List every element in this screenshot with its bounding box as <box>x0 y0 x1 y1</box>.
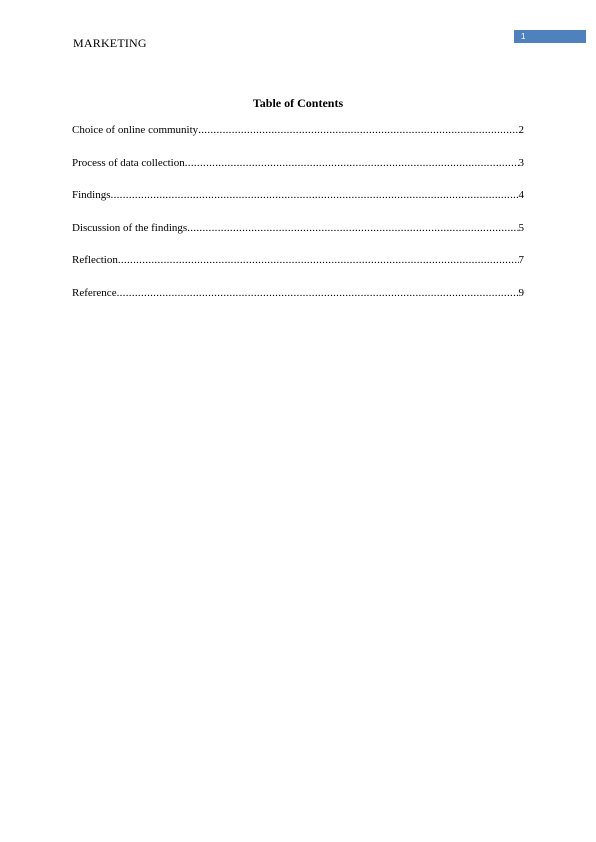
toc-entry-page: 9 <box>518 286 524 299</box>
toc-entry-reference[interactable] <box>72 287 524 320</box>
toc-dot-leader <box>185 157 519 169</box>
toc-entry-reflection[interactable] <box>72 254 524 287</box>
toc-entry-page: 2 <box>518 124 524 136</box>
toc-dot-leader <box>117 287 519 299</box>
toc-entry-findings[interactable] <box>72 189 524 222</box>
page-number: 1 <box>521 32 526 41</box>
toc-entry-label: Findings <box>72 189 111 202</box>
toc-entry-label: Choice of online community <box>72 124 199 136</box>
toc-entry-label: Process of data collection <box>72 156 185 169</box>
toc-dot-leader <box>198 124 518 136</box>
toc-entry-page: 4 <box>518 189 524 202</box>
toc-entry-label: Reference <box>72 286 117 299</box>
toc-dot-leader <box>118 254 519 266</box>
toc-entry-page: 3 <box>518 156 524 169</box>
running-header-title: MARKETING <box>73 36 147 50</box>
toc-entry-label: Discussion of the findings <box>72 221 188 234</box>
toc-entry-page: 7 <box>518 254 524 267</box>
page-number-badge <box>514 30 586 43</box>
toc-dot-leader <box>187 222 518 234</box>
toc-entry-choice-of-online-community[interactable] <box>72 124 524 157</box>
toc-entry-label: Reflection <box>72 254 118 267</box>
toc-entry-process-of-data-collection[interactable] <box>72 157 524 190</box>
table-of-contents <box>72 124 524 320</box>
toc-dot-leader <box>111 189 519 201</box>
toc-entry-page: 5 <box>518 221 524 234</box>
toc-heading: Table of Contents <box>252 96 344 110</box>
toc-entry-discussion-of-the-findings[interactable] <box>72 222 524 255</box>
